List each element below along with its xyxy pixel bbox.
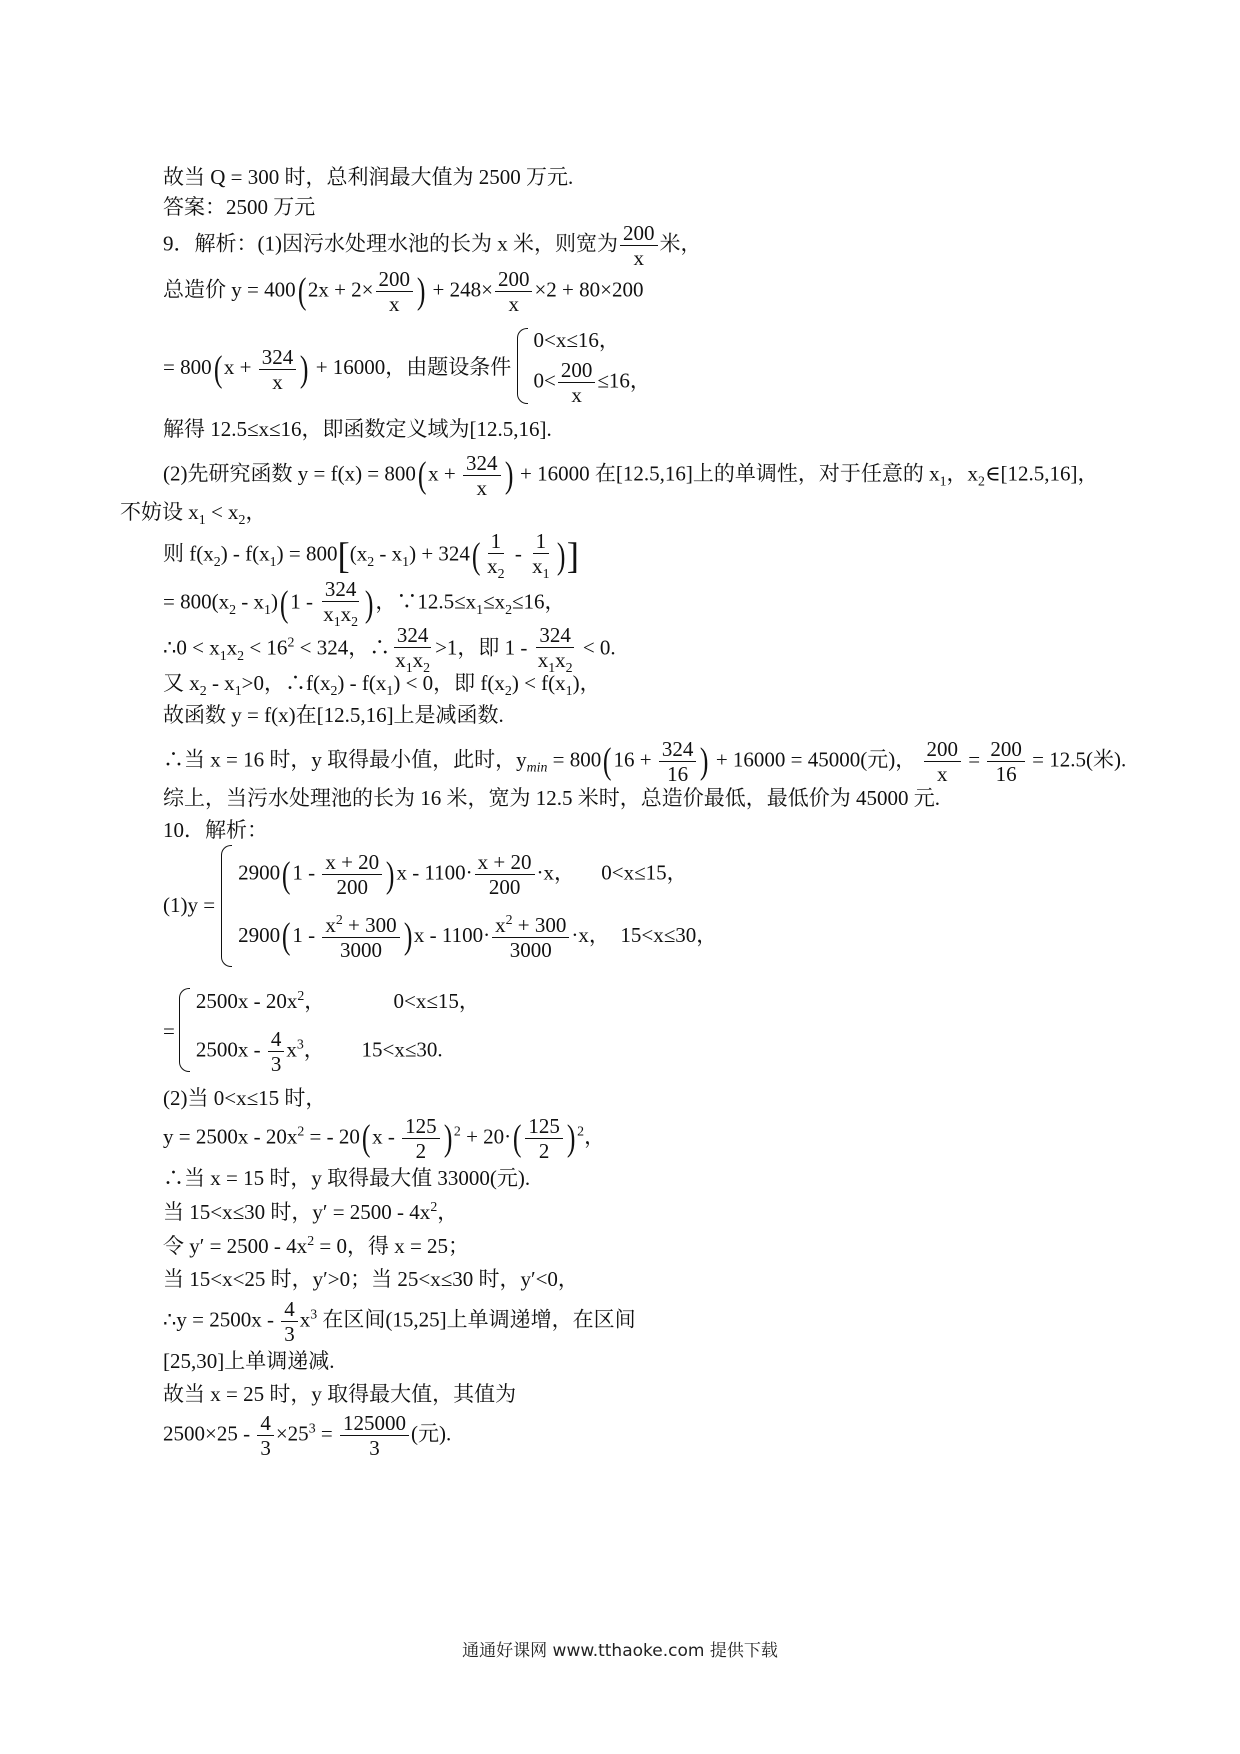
- text-line: 令 $y' = 2500 - 4x^2 = 0$，得 x = 25；: [163, 1233, 470, 1258]
- formula-line: 2500×25 - $\frac{4}{3}$ $\times 25^3$ = $\frac{125000}{3}$ (元).: [163, 1411, 452, 1461]
- text-line: (2)当 0<x≤15 时，: [163, 1086, 327, 1110]
- text-line: [25,30]上单调递减.: [163, 1349, 335, 1373]
- formula-line: = 800(x + $\frac{324}{x}$ ) + 16000，由题设条件 0<x≤16， 0< $\frac{200}{x}$ ≤16，: [163, 328, 651, 408]
- formula-line: 则 $f(x_2) - f(x_1) = 800[(x_2 - x_1) + 324$( $\frac{1}{x_2}$ - $\frac{1}{x_1}$ )]: [163, 529, 580, 582]
- formula-line: (2)先研究函数 y = f(x) = 800(x + $\frac{324}{x}$ ) + 16000 在[12.5,16]上的单调性，对于任意的 $x_1$，$x_2\in[12.5,16]$，: [163, 451, 1099, 501]
- q10-heading: 10．解析：: [163, 818, 268, 842]
- formula-line: 又 $x_2 - x_1>0$，$\therefore f(x_2) - f(x_1) < 0$，即 $f(x_2) < f(x_1)$，: [163, 671, 601, 699]
- page-footer: 通通好课网 www.tthaoke.com 提供下载: [462, 1641, 778, 1661]
- text-line: 故函数 y = f(x)在[12.5,16]上是减函数.: [163, 703, 504, 727]
- formula-line: = $800(x_2 - x_1)(1$ - $\frac{324}{x_1x_2}$ )，$\because 12.5\le x_1\le x_2\le 16$，: [163, 577, 566, 630]
- text-line: 当 15<x<25 时，y′>0；当 25<x≤30 时，y′<0，: [163, 1267, 579, 1291]
- text-line: 当 15<x≤30 时，$y' = 2500 - 4x^2$，: [163, 1199, 459, 1224]
- q9-heading: 9．解析：(1)因污水处理水池的长为 x 米，则宽为 $\frac{200}{x}$ 米，: [163, 221, 702, 271]
- text-line: 不妨设 $x_1 < x_2$，: [120, 500, 267, 528]
- text-line: 解得 12.5≤x≤16，即函数定义域为[12.5,16].: [163, 417, 552, 441]
- text-line: ∴当 x = 15 时，y 取得最大值 33000(元).: [163, 1166, 531, 1190]
- formula-block: = $2500x - 20x^2$， 0<x≤15， 2500x - $\frac{4}{3}$ $x^3$， 15<x≤30.: [163, 988, 480, 1077]
- text-line: 故当 x = 25 时，y 取得最大值，其值为: [163, 1382, 517, 1406]
- formula-line: ∴0 < $x_1x_2 < 16^2 < 324$，∴ $\frac{324}{x_1x_2}$ >1，即 1 - $\frac{324}{x_1x_2}$ < 0.: [163, 623, 616, 676]
- text-line: 答案：2500 万元: [163, 195, 316, 219]
- text-line: 故当 Q = 300 时，总利润最大值为 2500 万元.: [163, 165, 574, 189]
- formula-line: $y = 2500x - 20x^2$ = - 20(x - $\frac{125}{2}$ ) $^2$ + 20·( $\frac{125}{2}$ ) $^2$，: [163, 1114, 606, 1164]
- formula-line: ∴当 x = 16 时，y 取得最小值，此时，$y_{min} = 800(16$ + $\frac{324}{16}$ ) + 16000 = 45000(元)， $\frac{200}{x}$ = $\frac{200}{16}$ = 12.5(米).: [163, 737, 1127, 787]
- text-line: 综上，当污水处理池的长为 16 米，宽为 12.5 米时，总造价最低，最低价为 45000 元.: [163, 786, 940, 810]
- formula-block: (1)y = 2900(1 - $\frac{x + 20}{200}$ )x - 1100· $\frac{x + 20}{200}$ ·x， 0<x≤15， 2900(1 - $\frac{x^2 + 300}{3000}$ )x - 1100· $\frac{x^2 + 300}{3000}$ ·x， 15<x≤30，: [163, 845, 717, 967]
- formula-line: 总造价 y = 400(2x + 2× $\frac{200}{x}$ ) + 248× $\frac{200}{x}$ ×2 + 80×200: [163, 267, 644, 317]
- formula-line: ∴y = 2500x - $\frac{4}{3}$ $x^3$ 在区间(15,25]上单调递增，在区间: [163, 1297, 636, 1347]
